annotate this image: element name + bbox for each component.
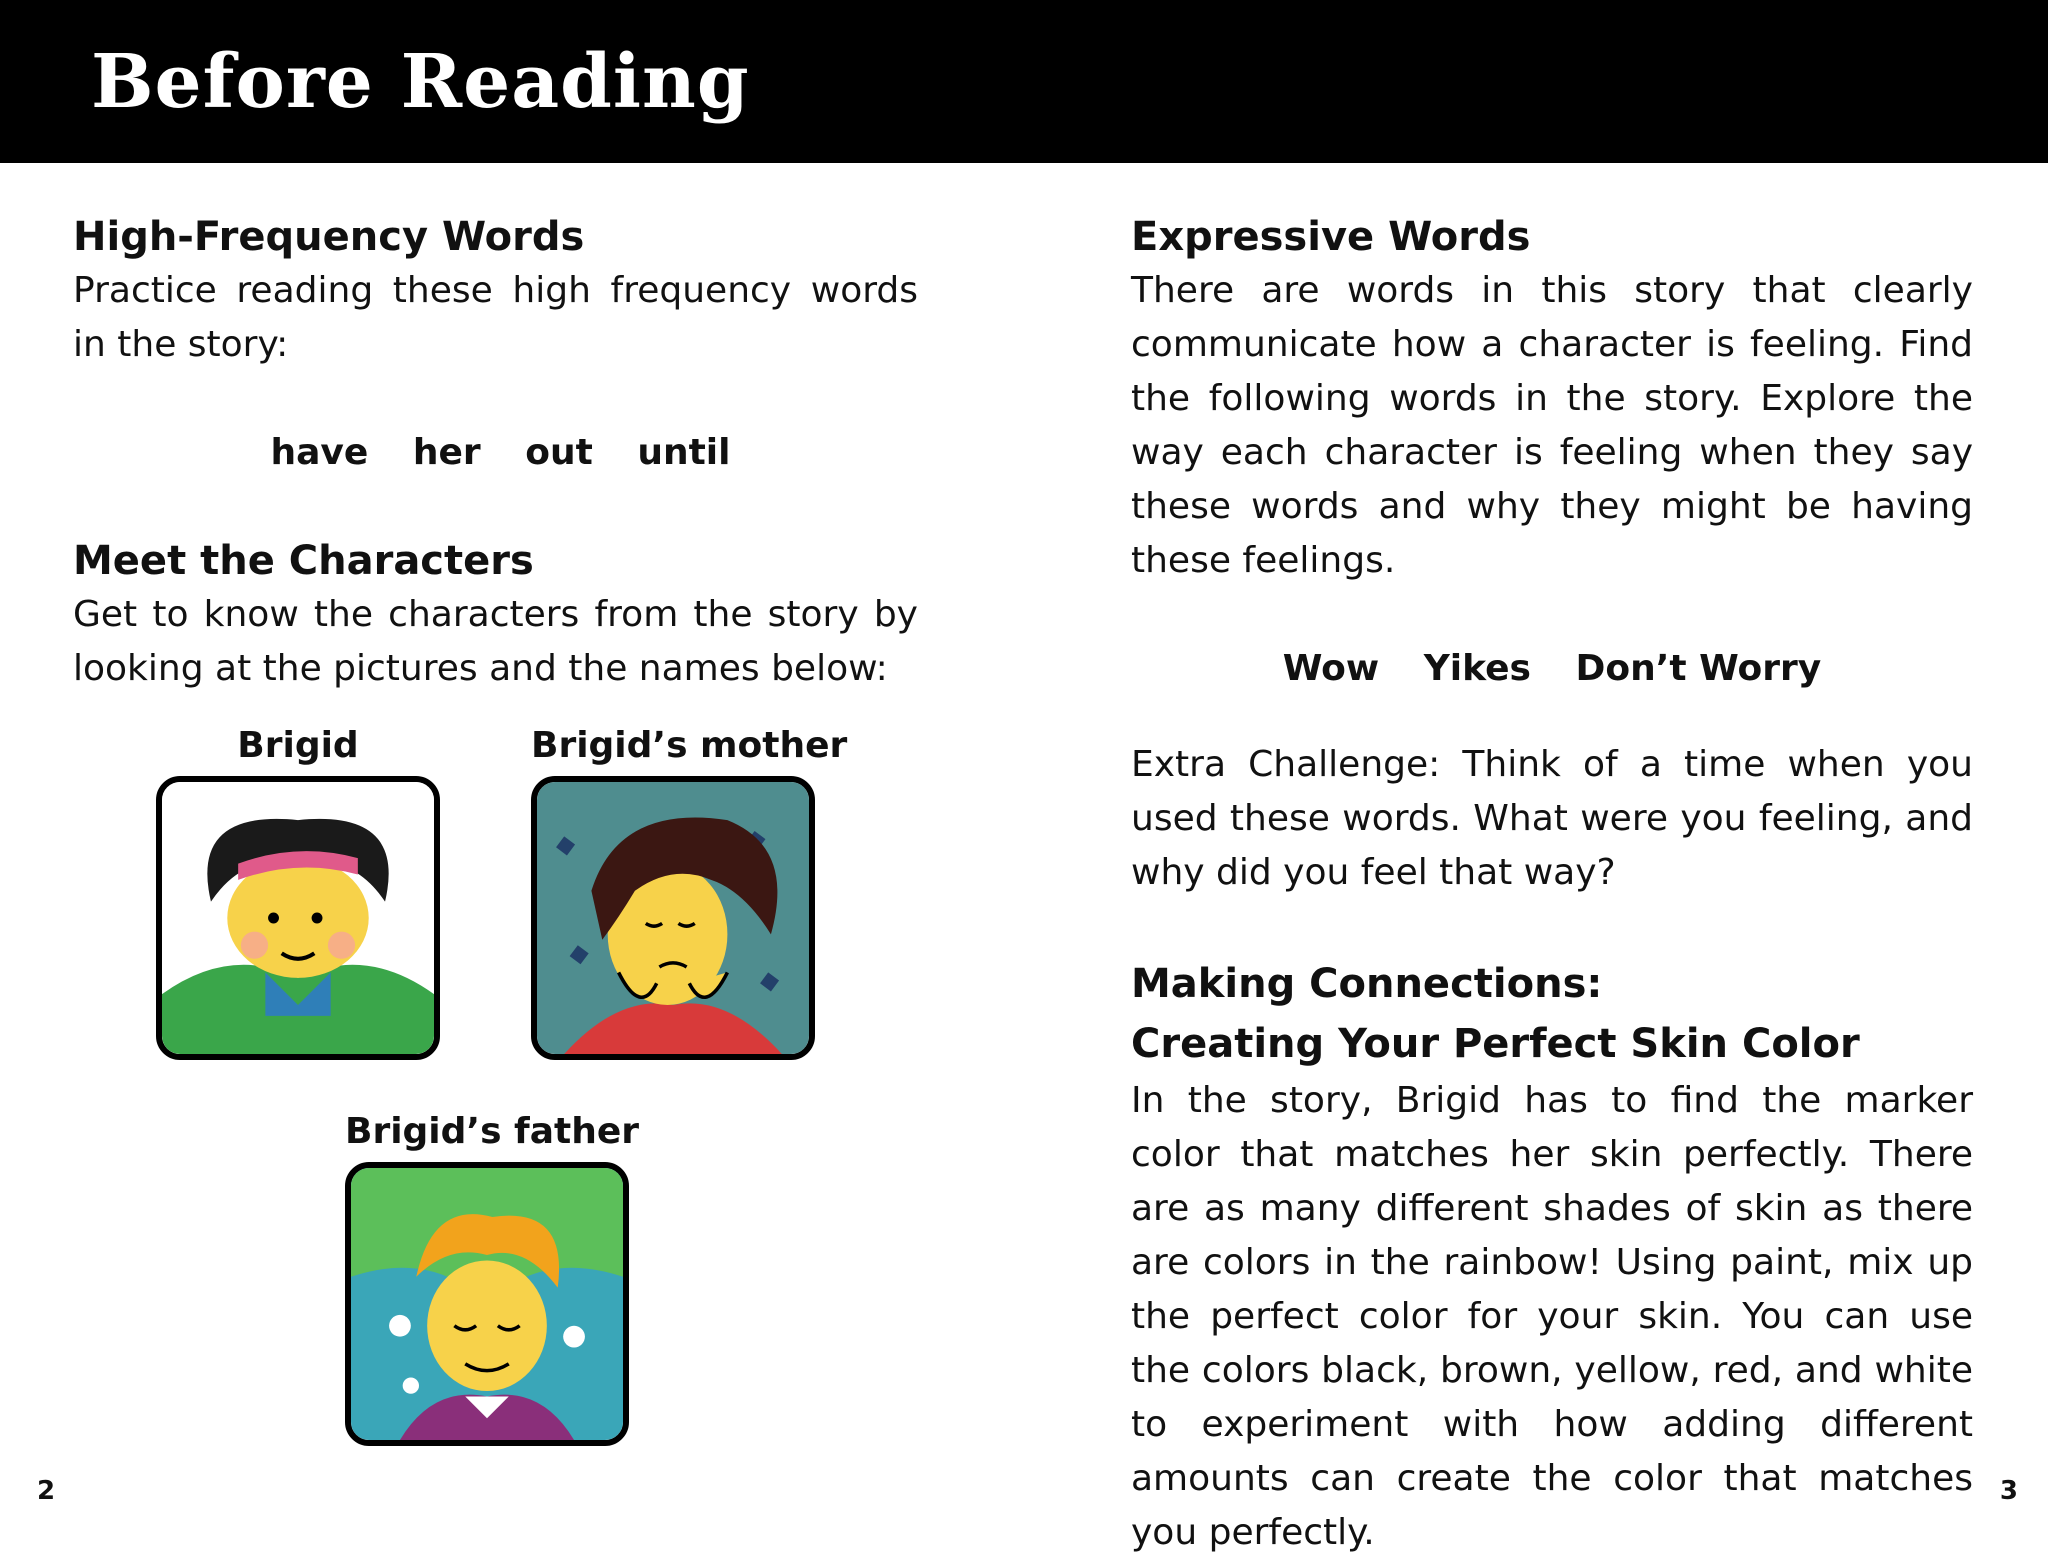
hf-word: her xyxy=(412,432,481,473)
hf-word: have xyxy=(270,432,369,473)
expressive-words-text: There are words in this story that clearly communicate how a character is feeling. Find the following words in the story. Explore the way each character is feeling when they say these words and why they might be having these feelings. xyxy=(1131,270,1973,581)
character-card-mother xyxy=(531,722,848,1060)
hf-word: out xyxy=(525,432,593,473)
header-banner xyxy=(0,0,2048,163)
meet-characters-text: Get to know the characters from the story by looking at the pictures and the names below: xyxy=(73,594,918,689)
character-gallery xyxy=(73,722,918,1482)
character-card-father xyxy=(345,1108,640,1446)
skin-color-subheading: Creating Your Perfect Skin Color xyxy=(1131,1021,1860,1067)
extra-challenge-text: Extra Challenge: Think of a time when you used these words. What were you feeling, and why did you feel that way? xyxy=(1131,744,1973,893)
character-name: Brigid’s father xyxy=(345,1111,640,1152)
father-portrait-icon xyxy=(345,1162,629,1446)
expressive-word: Wow xyxy=(1282,648,1380,689)
high-frequency-text: Practice reading these high frequency words in the story: xyxy=(73,270,918,365)
page-number-right: 3 xyxy=(1999,1476,2018,1506)
right-column xyxy=(1131,210,1973,1560)
brigid-portrait-icon xyxy=(156,776,440,1060)
high-frequency-word-list xyxy=(73,426,918,480)
expressive-word-list xyxy=(1131,642,1973,696)
character-name: Brigid’s mother xyxy=(531,725,848,766)
meet-characters-heading: Meet the Characters xyxy=(73,538,534,584)
hf-word: until xyxy=(637,432,731,473)
making-connections-text: In the story, Brigid has to find the marker color that matches her skin perfectly. There are as many different shades of skin as there are colors in the rainbow! Using paint, mix up the perfect color for your skin. You can use the colors black, brown, yellow, red, and white to experiment with how adding different amounts can create the color that matches you perfectly. xyxy=(1131,1080,1973,1553)
character-card-brigid xyxy=(156,722,440,1060)
page-number-left: 2 xyxy=(37,1476,56,1506)
making-connections-heading: Making Connections: xyxy=(1131,961,1603,1007)
expressive-word: Yikes xyxy=(1423,648,1531,689)
page-title: Before Reading xyxy=(91,39,750,125)
expressive-words-heading: Expressive Words xyxy=(1131,214,1531,260)
left-column xyxy=(73,210,918,1482)
character-name: Brigid xyxy=(237,725,359,766)
high-frequency-heading: High-Frequency Words xyxy=(73,214,585,260)
mother-portrait-icon xyxy=(531,776,815,1060)
expressive-word: Don’t Worry xyxy=(1575,648,1822,689)
